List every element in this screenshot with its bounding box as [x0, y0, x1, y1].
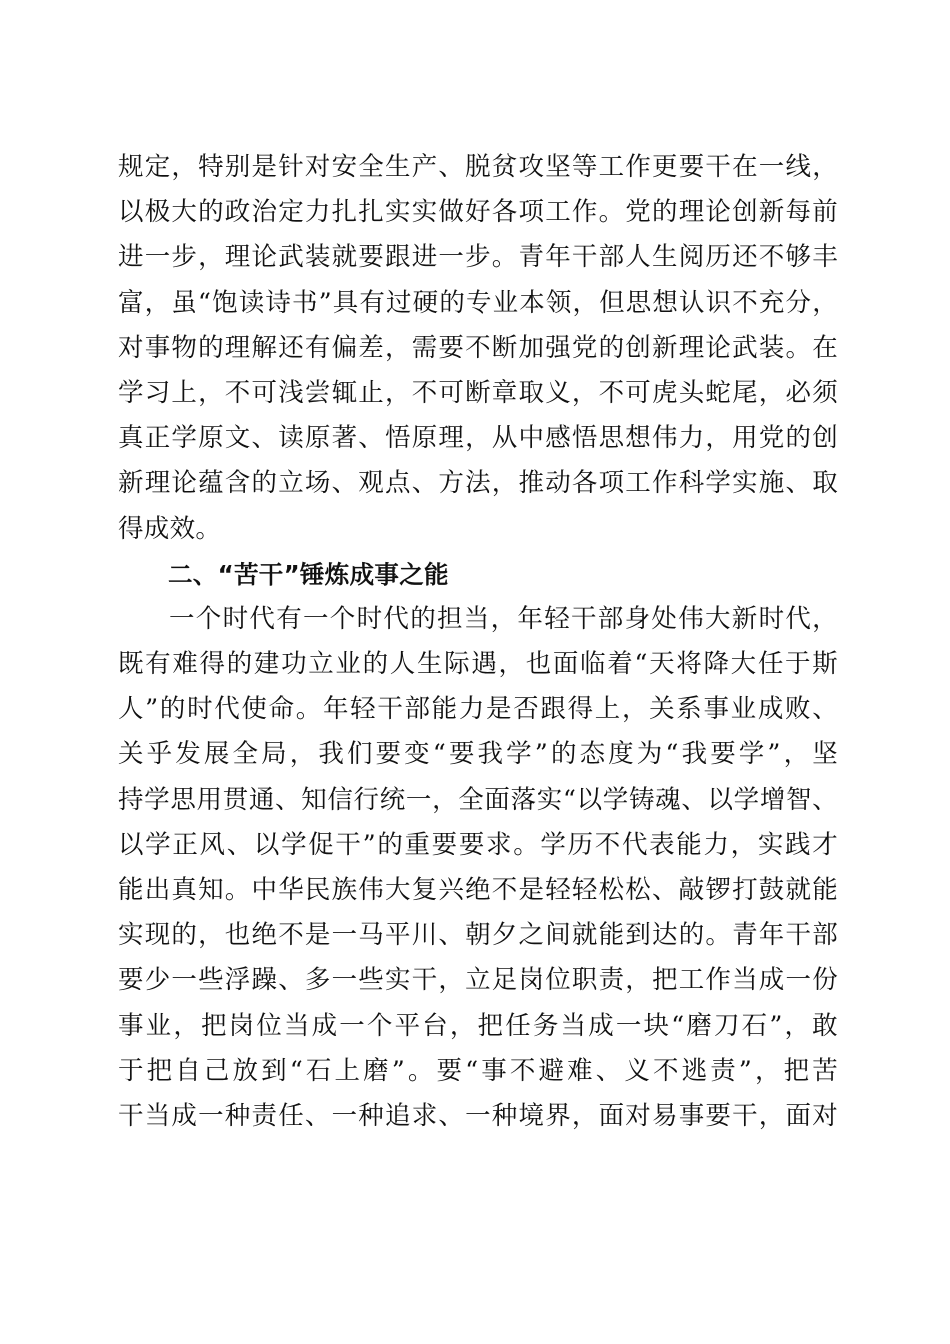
- section-heading: 二、“苦干”锤炼成事之能: [168, 559, 449, 589]
- paragraph-line: 对事物的理解还有偏差，需要不断加强党的创新理论武装。在: [118, 332, 838, 363]
- paragraph-line: 干当成一种责任、一种追求、一种境界，面对易事要干，面对: [118, 1100, 838, 1131]
- paragraph-line: 实现的，也绝不是一马平川、朝夕之间就能到达的。青年干部: [118, 920, 838, 951]
- paragraph-line: 学习上，不可浅尝辄止，不可断章取义，不可虎头蛇尾，必须: [118, 377, 838, 408]
- paragraph-line: 人”的时代使命。年轻干部能力是否跟得上，关系事业成败、: [118, 694, 838, 725]
- paragraph-line: 既有难得的建功立业的人生际遇，也面临着“天将降大任于斯: [118, 649, 838, 680]
- paragraph-line: 能出真知。中华民族伟大复兴绝不是轻轻松松、敲锣打鼓就能: [118, 875, 838, 905]
- paragraph-line: 要少一些浮躁、多一些实干，立足岗位职责，把工作当成一份: [118, 965, 838, 996]
- paragraph-line: 新理论蕴含的立场、观点、方法，推动各项工作科学实施、取: [118, 468, 838, 499]
- paragraph-line: 得成效。: [118, 513, 222, 544]
- paragraph-line: 真正学原文、读原著、悟原理，从中感悟思想伟力，用党的创: [118, 423, 838, 454]
- paragraph-line: 规定，特别是针对安全生产、脱贫攻坚等工作更要干在一线，: [118, 152, 838, 182]
- paragraph-line: 一个时代有一个时代的担当，年轻干部身处伟大新时代，: [169, 603, 838, 634]
- paragraph-line: 进一步，理论武装就要跟进一步。青年干部人生阅历还不够丰: [118, 242, 838, 273]
- paragraph-line: 以学正风、以学促干”的重要要求。学历不代表能力，实践才: [118, 829, 838, 860]
- paragraph-line: 事业，把岗位当成一个平台，把任务当成一块“磨刀石”，敢: [118, 1010, 838, 1041]
- paragraph-line: 于把自己放到“石上磨”。要“事不避难、义不逃责”，把苦: [118, 1055, 838, 1086]
- paragraph-line: 持学思用贯通、知信行统一，全面落实“以学铸魂、以学增智、: [118, 784, 838, 815]
- paragraph-line: 关乎发展全局，我们要变“要我学”的态度为“我要学”，坚: [118, 739, 838, 770]
- paragraph-line: 富，虽“饱读诗书”具有过硬的专业本领，但思想认识不充分，: [118, 287, 838, 318]
- body-text: [118, 145, 838, 1139]
- paragraph-line: 以极大的政治定力扎扎实实做好各项工作。党的理论创新每前: [118, 197, 838, 228]
